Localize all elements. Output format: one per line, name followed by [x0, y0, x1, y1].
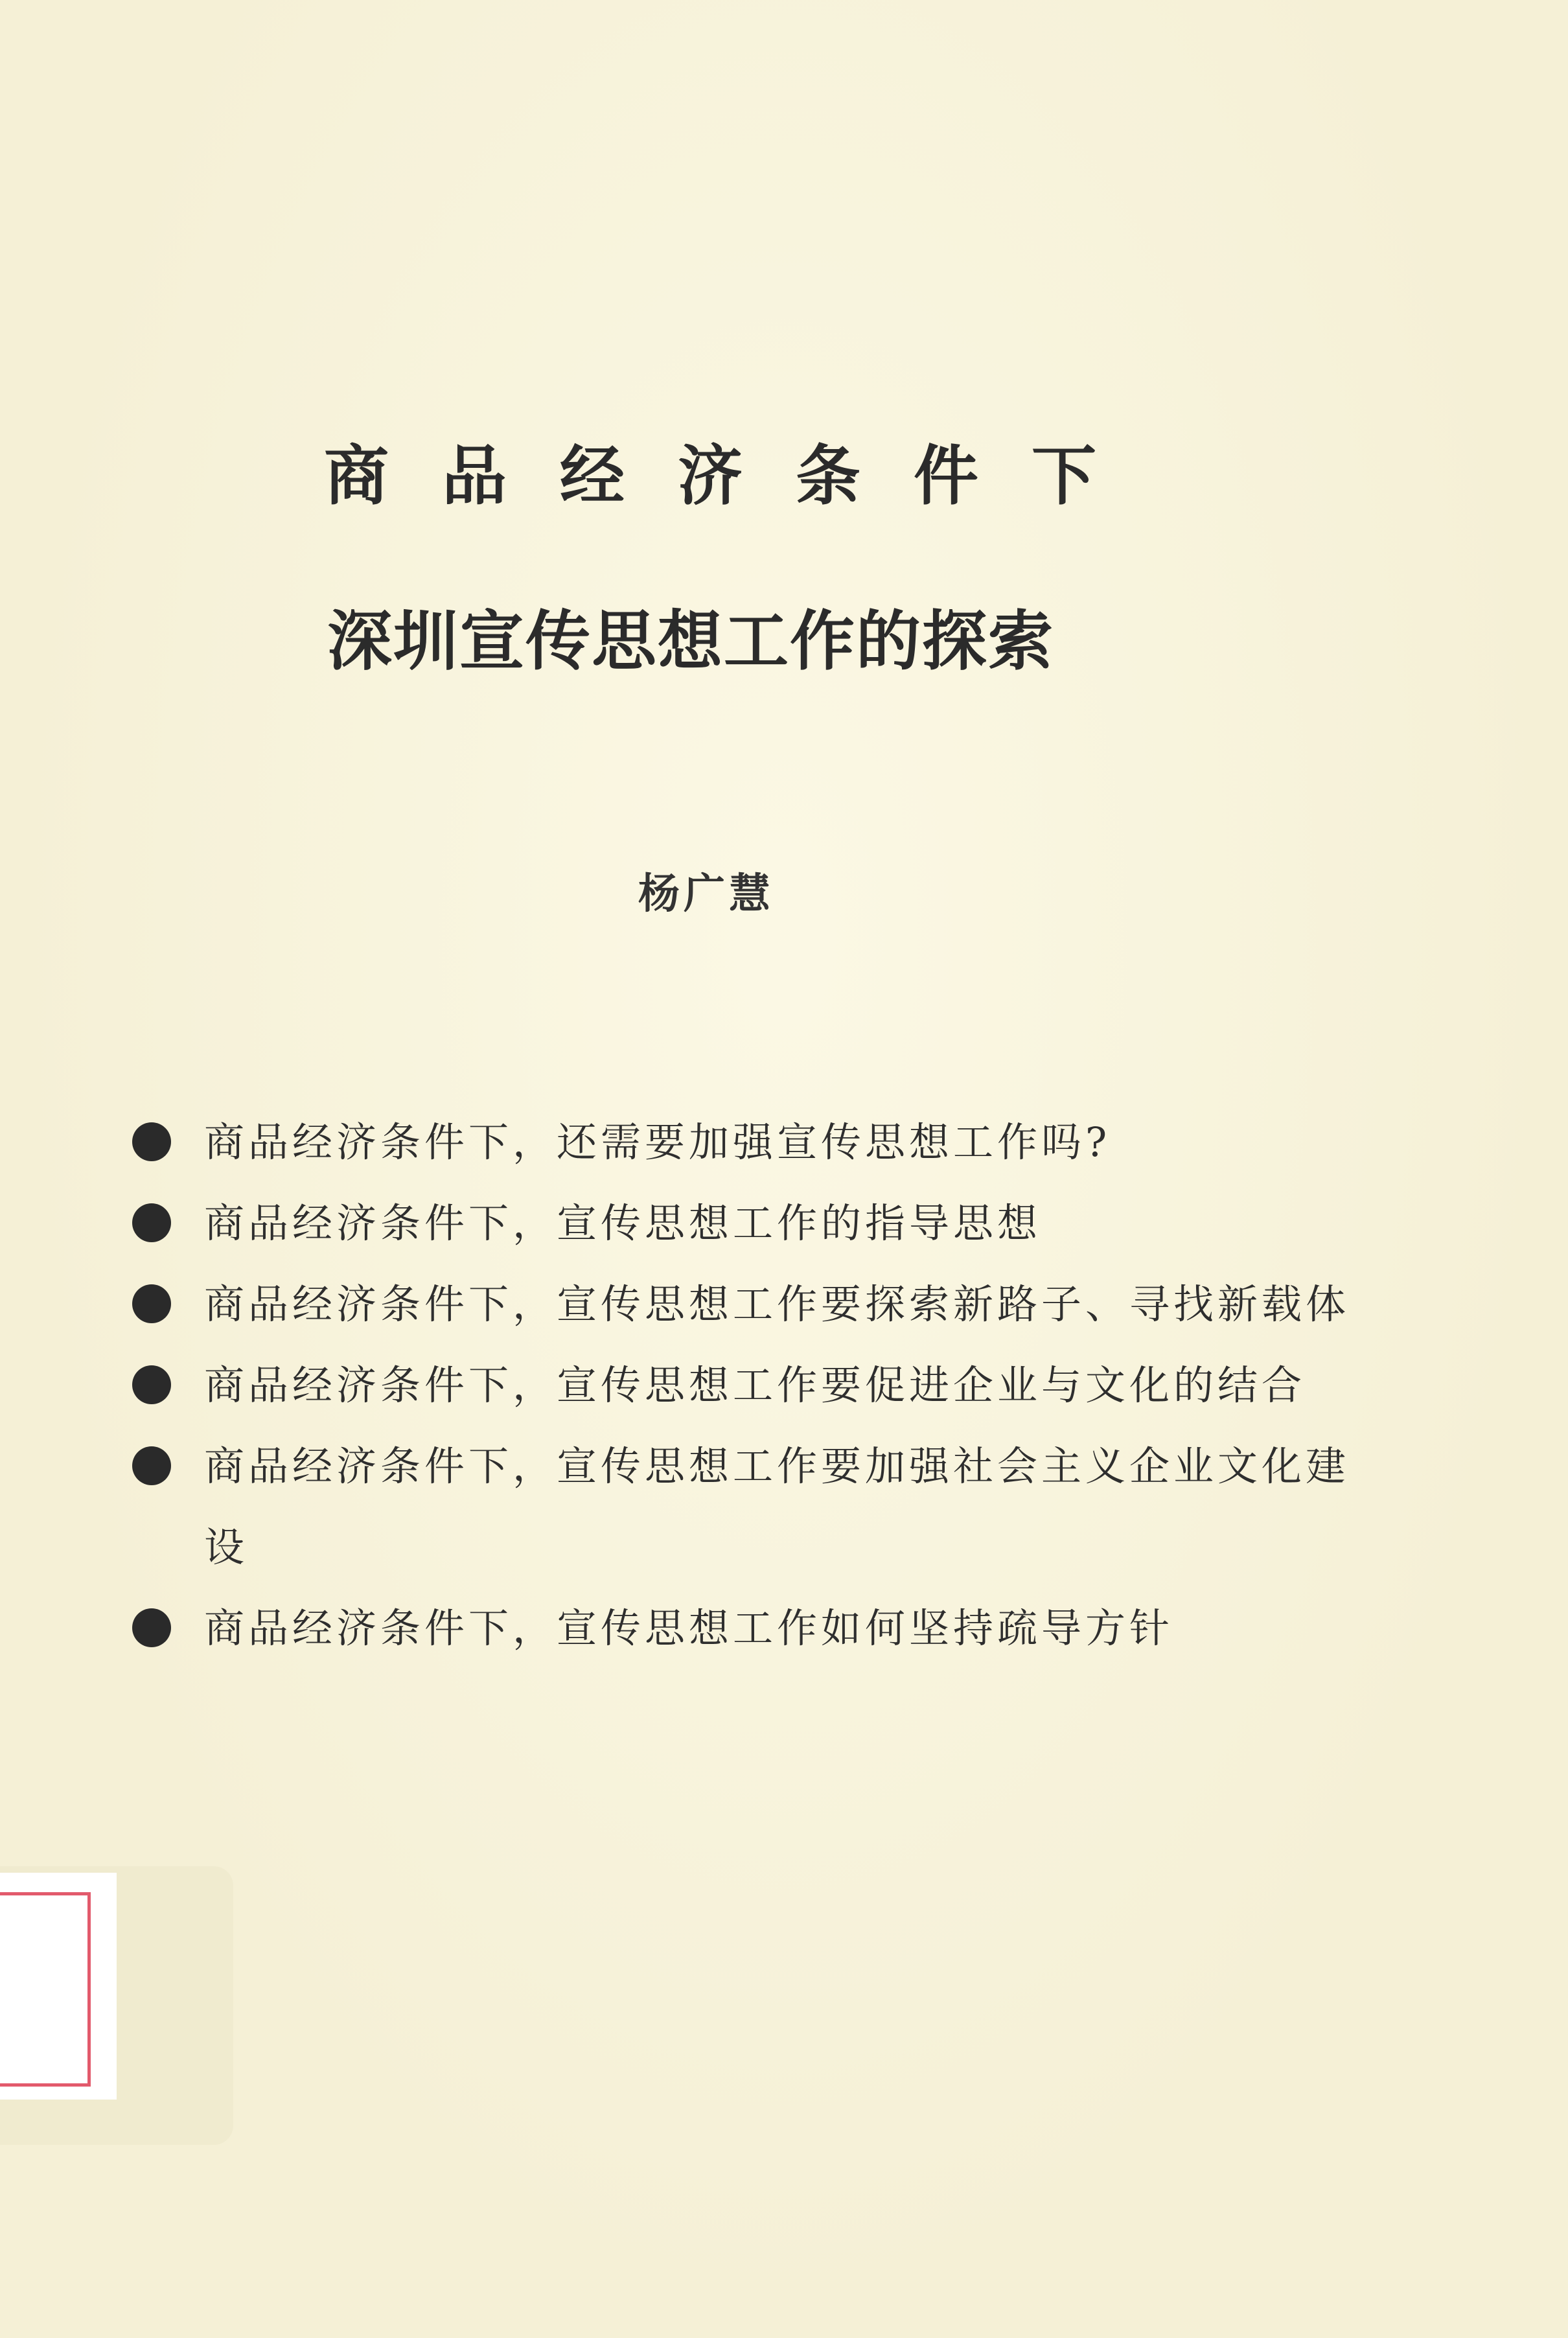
- list-item: [130, 1588, 1393, 1669]
- library-label-frame: [0, 1892, 91, 2087]
- author-name: 杨广慧: [638, 870, 774, 918]
- list-item: [130, 1426, 1393, 1588]
- list-item-text: 商品经济条件下，宣传思想工作的指导思想: [204, 1199, 1042, 1247]
- title-line-1: 商品经济条件下: [324, 438, 1149, 514]
- bullet-icon: [132, 1284, 171, 1323]
- title-line-2: 深圳宣传思想工作的探索: [327, 603, 1054, 679]
- bullet-icon: [132, 1122, 171, 1161]
- list-item: [130, 1264, 1393, 1345]
- bullet-icon: [132, 1203, 171, 1242]
- list-item-text: 商品经济条件下，宣传思想工作如何坚持疏导方针: [204, 1604, 1174, 1652]
- list-item: [130, 1345, 1393, 1426]
- list-item-text: 商品经济条件下，宣传思想工作要促进企业与文化的结合: [204, 1361, 1306, 1409]
- list-item-text: 商品经济条件下，宣传思想工作要探索新路子、寻找新载体: [204, 1280, 1350, 1328]
- bullet-icon: [132, 1608, 171, 1647]
- list-item-text: 商品经济条件下，宣传思想工作要加强社会主义企业文化建设: [204, 1442, 1350, 1571]
- list-item: [130, 1102, 1393, 1183]
- bullet-icon: [132, 1365, 171, 1404]
- bullet-icon: [132, 1446, 171, 1485]
- list-item-text: 商品经济条件下，还需要加强宣传思想工作吗?: [204, 1118, 1111, 1166]
- topic-list: [130, 1102, 1393, 1669]
- list-item: [130, 1183, 1393, 1264]
